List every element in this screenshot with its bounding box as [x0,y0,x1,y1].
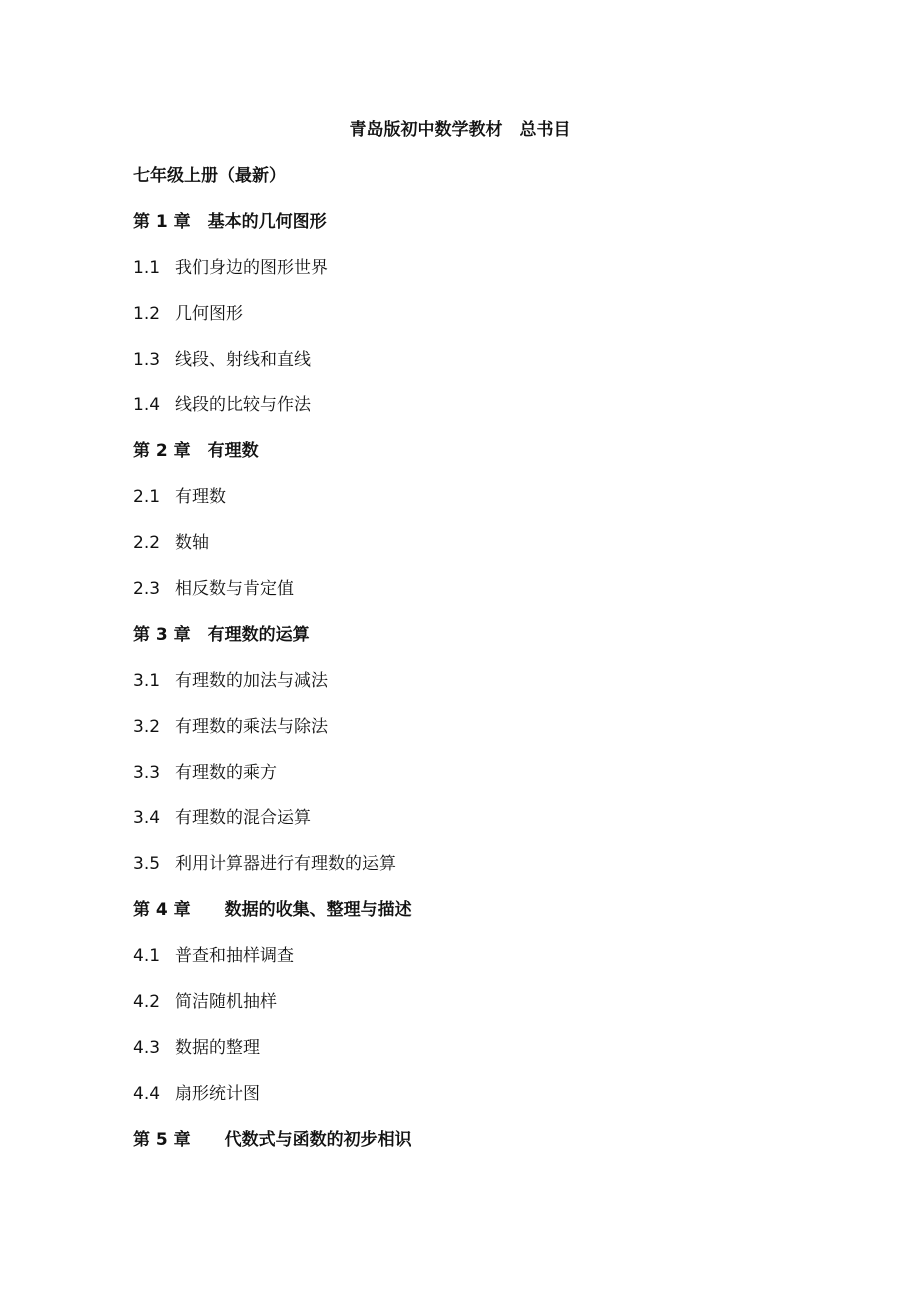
section-title: 数据的整理 [175,1037,260,1058]
section-item [133,302,833,348]
section-number: 2.2 [133,533,161,554]
section-number: 3.2 [133,716,161,737]
chapter-heading: 第 2 章 有理数 [133,441,259,462]
section-title: 几何图形 [175,303,243,324]
section-number: 4.4 [133,1083,161,1104]
section-number: 4.3 [133,1037,161,1058]
section-item [133,669,833,715]
section-item [133,1082,833,1128]
section-item [133,715,833,761]
section-item [133,256,833,302]
section-number: 1.3 [133,349,161,370]
section-number: 3.4 [133,808,161,829]
section-item [133,806,833,852]
section-item [133,944,833,990]
section-title: 扇形统计图 [175,1083,260,1104]
section-number: 3.5 [133,854,161,875]
section-title: 利用计算器进行有理数的运算 [175,854,396,875]
section-item [133,348,833,394]
section-number: 2.1 [133,487,161,508]
section-number: 1.2 [133,303,161,324]
section-number: 3.1 [133,670,161,691]
section-item [133,531,833,577]
section-title: 线段、射线和直线 [175,349,311,370]
section-title: 有理数的混合运算 [175,808,311,829]
section-item [133,393,833,439]
section-title: 有理数 [175,487,226,508]
section-title: 相反数与肯定值 [175,579,294,600]
section-number: 4.1 [133,946,161,967]
section-item [133,761,833,807]
section-item [133,485,833,531]
table-of-contents [133,164,833,1174]
grade-heading: 七年级上册（最新） [133,166,286,186]
chapter-heading: 第 1 章 基本的几何图形 [133,211,327,232]
section-title: 简洁随机抽样 [175,992,277,1013]
section-title: 我们身边的图形世界 [175,257,328,278]
section-title: 有理数的乘方 [175,762,277,783]
section-item [133,990,833,1036]
section-title: 有理数的加法与减法 [175,670,328,691]
chapter-heading: 第 5 章 代数式与函数的初步相识 [133,1129,412,1150]
section-number: 1.1 [133,257,161,278]
section-title: 线段的比较与作法 [175,395,311,416]
section-number: 4.2 [133,992,161,1013]
section-number: 3.3 [133,762,161,783]
section-title: 普查和抽样调查 [175,946,294,967]
section-item [133,1036,833,1082]
section-number: 1.4 [133,395,161,416]
section-number: 2.3 [133,579,161,600]
section-item [133,852,833,898]
chapter-heading: 第 4 章 数据的收集、整理与描述 [133,900,412,921]
chapter-heading: 第 3 章 有理数的运算 [133,624,310,645]
section-item [133,577,833,623]
section-title: 数轴 [175,533,209,554]
document-title: 青岛版初中数学教材 总书目 [349,120,571,140]
section-title: 有理数的乘法与除法 [175,716,328,737]
